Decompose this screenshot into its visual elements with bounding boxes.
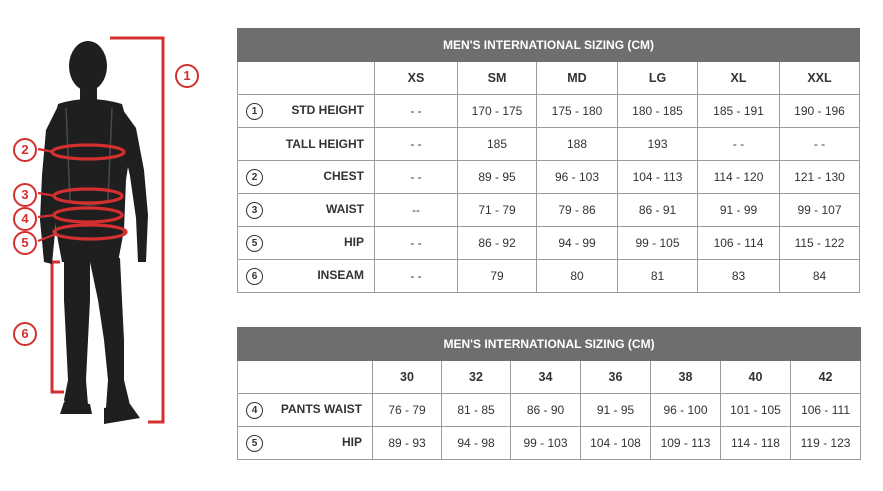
table-row bbox=[238, 194, 860, 227]
table1-header-xxl: XXL bbox=[780, 62, 860, 95]
table-cell: 193 bbox=[618, 128, 698, 161]
row-marker: 3 bbox=[246, 202, 263, 219]
table2-header-32: 32 bbox=[442, 361, 511, 394]
row-marker: 2 bbox=[246, 169, 263, 186]
body-silhouette bbox=[40, 41, 148, 424]
table2-corner-cell bbox=[238, 361, 373, 394]
row-marker: 1 bbox=[246, 103, 263, 120]
row-label-text: HIP bbox=[341, 434, 362, 449]
table1-header-xl: XL bbox=[698, 62, 780, 95]
table-cell: 80 bbox=[537, 260, 618, 293]
table-cell: 89 - 95 bbox=[458, 161, 537, 194]
table2-header-36: 36 bbox=[581, 361, 651, 394]
marker-5-hip: 5 bbox=[13, 231, 37, 255]
table-cell: - - bbox=[375, 128, 458, 161]
table-cell: 99 - 105 bbox=[618, 227, 698, 260]
table-cell: 119 - 123 bbox=[791, 427, 861, 460]
row-label-text: INSEAM bbox=[317, 267, 364, 282]
row-marker: 5 bbox=[246, 435, 263, 452]
table-cell: 115 - 122 bbox=[780, 227, 860, 260]
table2-title: MEN'S INTERNATIONAL SIZING (CM) bbox=[238, 328, 861, 361]
row-label-text: HIP bbox=[343, 234, 364, 249]
table-cell: 104 - 108 bbox=[581, 427, 651, 460]
table-cell: 81 - 85 bbox=[442, 394, 511, 427]
table-cell: 121 - 130 bbox=[780, 161, 860, 194]
table-cell: 86 - 92 bbox=[458, 227, 537, 260]
table-cell: 86 - 91 bbox=[618, 194, 698, 227]
marker-6-inseam: 6 bbox=[13, 322, 37, 346]
table-cell: 79 bbox=[458, 260, 537, 293]
table2-header-30: 30 bbox=[373, 361, 442, 394]
row-marker: 4 bbox=[246, 402, 263, 419]
table-cell: 94 - 99 bbox=[537, 227, 618, 260]
row-label-waist bbox=[238, 194, 375, 227]
row-label-text: PANTS WAIST bbox=[280, 401, 362, 416]
table2-header-40: 40 bbox=[721, 361, 791, 394]
row-label-text: STD HEIGHT bbox=[291, 102, 364, 117]
table-cell: 99 - 103 bbox=[511, 427, 581, 460]
table-cell: 96 - 103 bbox=[537, 161, 618, 194]
table-cell: 99 - 107 bbox=[780, 194, 860, 227]
marker-4-pants-waist: 4 bbox=[13, 207, 37, 231]
table-cell: 106 - 114 bbox=[698, 227, 780, 260]
body-measurement-figure bbox=[0, 0, 230, 491]
table-cell: 89 - 93 bbox=[373, 427, 442, 460]
table-cell: - - bbox=[375, 227, 458, 260]
table-row bbox=[238, 128, 860, 161]
table-cell: 83 bbox=[698, 260, 780, 293]
table-cell: 185 bbox=[458, 128, 537, 161]
table-cell: - - bbox=[780, 128, 860, 161]
table-cell: 91 - 95 bbox=[581, 394, 651, 427]
row-label-pants-waist bbox=[238, 394, 373, 427]
inseam-bracket bbox=[52, 262, 64, 392]
table2-header-34: 34 bbox=[511, 361, 581, 394]
table-cell: 190 - 196 bbox=[780, 95, 860, 128]
marker-2-chest: 2 bbox=[13, 138, 37, 162]
table-cell: 114 - 118 bbox=[721, 427, 791, 460]
table1-header-xs: XS bbox=[375, 62, 458, 95]
size-table-general bbox=[237, 28, 860, 293]
table1-header-lg: LG bbox=[618, 62, 698, 95]
table-row bbox=[238, 260, 860, 293]
row-marker: 6 bbox=[246, 268, 263, 285]
table-cell: - - bbox=[375, 260, 458, 293]
table-cell: 71 - 79 bbox=[458, 194, 537, 227]
row-label-text: CHEST bbox=[323, 168, 364, 183]
table1-header-sm: SM bbox=[458, 62, 537, 95]
table-cell: 101 - 105 bbox=[721, 394, 791, 427]
table-cell: 185 - 191 bbox=[698, 95, 780, 128]
row-label-hip bbox=[238, 427, 373, 460]
table-row bbox=[238, 394, 861, 427]
table-row bbox=[238, 227, 860, 260]
table-cell: 175 - 180 bbox=[537, 95, 618, 128]
table-cell: 109 - 113 bbox=[651, 427, 721, 460]
table-row bbox=[238, 95, 860, 128]
table-cell: - - bbox=[375, 161, 458, 194]
size-table-pants bbox=[237, 327, 861, 460]
table-cell: 91 - 99 bbox=[698, 194, 780, 227]
table-cell: 94 - 98 bbox=[442, 427, 511, 460]
marker-3-waist: 3 bbox=[13, 183, 37, 207]
row-label-chest bbox=[238, 161, 375, 194]
table-cell: 188 bbox=[537, 128, 618, 161]
table2-header-row bbox=[238, 361, 861, 394]
table-cell: - - bbox=[698, 128, 780, 161]
table2-header-38: 38 bbox=[651, 361, 721, 394]
table-cell: 76 - 79 bbox=[373, 394, 442, 427]
row-label-text: WAIST bbox=[326, 201, 364, 216]
table-cell: 79 - 86 bbox=[537, 194, 618, 227]
table-cell: 84 bbox=[780, 260, 860, 293]
table1-corner-cell bbox=[238, 62, 375, 95]
table-cell: - - bbox=[375, 95, 458, 128]
table1-header-md: MD bbox=[537, 62, 618, 95]
table-cell: 81 bbox=[618, 260, 698, 293]
row-label-text: TALL HEIGHT bbox=[285, 137, 364, 151]
table-cell: 104 - 113 bbox=[618, 161, 698, 194]
table-row bbox=[238, 427, 861, 460]
table-row bbox=[238, 161, 860, 194]
marker-1-height: 1 bbox=[175, 64, 199, 88]
row-label-tall-height bbox=[238, 128, 375, 161]
row-label-inseam bbox=[238, 260, 375, 293]
row-label-hip bbox=[238, 227, 375, 260]
table-cell: 180 - 185 bbox=[618, 95, 698, 128]
table-cell: 114 - 120 bbox=[698, 161, 780, 194]
table1-header-row bbox=[238, 62, 860, 95]
table2-header-42: 42 bbox=[791, 361, 861, 394]
row-label-std-height bbox=[238, 95, 375, 128]
table-cell: 96 - 100 bbox=[651, 394, 721, 427]
table1-title: MEN'S INTERNATIONAL SIZING (CM) bbox=[238, 29, 860, 62]
table-cell: 170 - 175 bbox=[458, 95, 537, 128]
row-marker: 5 bbox=[246, 235, 263, 252]
table-cell: -- bbox=[375, 194, 458, 227]
table-cell: 86 - 90 bbox=[511, 394, 581, 427]
table-cell: 106 - 111 bbox=[791, 394, 861, 427]
